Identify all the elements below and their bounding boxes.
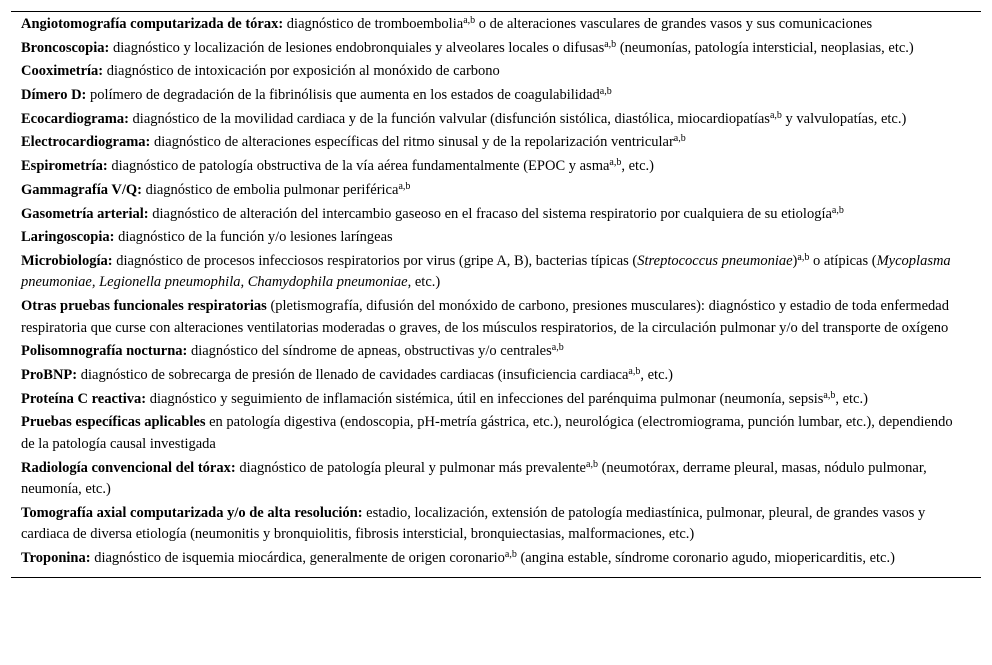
description-text: en patología digestiva (endoscopia, pH-metría gástrica, etc.), neurológica (electromiograma, punción lumbar, etc.), dependiendo de la patología causal investigada [21, 414, 953, 452]
description-text: diagnóstico del síndrome de apneas, obstructivas y/o centrales [187, 343, 552, 360]
table-row [11, 156, 981, 178]
test-name: Radiología convencional del tórax: [21, 459, 236, 476]
test-name: Electrocardiograma: [21, 134, 151, 151]
description-text: diagnóstico de intoxicación por exposición al monóxido de carbono [103, 63, 500, 80]
table-row [11, 61, 981, 83]
test-name: Microbiología: [21, 252, 113, 269]
description-text: y valvulopatías, etc.) [781, 110, 907, 127]
species-name: Mycoplasma pneumoniae, Legionella pneumophila, Chamydophila pneumoniae [21, 252, 951, 291]
table-row [11, 341, 981, 363]
table-row [11, 180, 981, 202]
description-text: , etc.) [835, 390, 868, 407]
description-text: estadio, localización, extensión de patología mediastínica, pulmonar, pleural, de grandes vasos y cardiaca de diversa etiología (neumonitis y bronquiolitis, fibrosis intersticial, bronquiectasias, malformaciones, etc.) [21, 504, 926, 543]
description-text: diagnóstico de sobrecarga de presión de llenado de cavidades cardiacas (insuficiencia cardiaca [77, 366, 629, 383]
description-text: diagnóstico de tromboembolia [283, 16, 464, 32]
description-text: ) [792, 252, 798, 269]
table-row [11, 503, 981, 546]
description-text: o atípicas ( [809, 252, 877, 269]
description-text: polímero de degradación de la fibrinólisis que aumenta en los estados de coagulabilidad [86, 87, 600, 104]
reference-superscript: a,b [504, 548, 517, 560]
description-text: (angina estable, síndrome coronario agudo, miopericarditis, etc.) [516, 549, 895, 566]
description-text: o de alteraciones vasculares de grandes vasos y sus comunicaciones [475, 16, 873, 32]
description-text: diagnóstico de isquemia miocárdica, generalmente de origen coronario [90, 549, 505, 566]
reference-superscript: a,b [463, 15, 476, 26]
table-row [11, 109, 981, 131]
diagnostic-tests-table [11, 11, 981, 578]
test-name: Troponina: [21, 549, 91, 566]
reference-superscript: a,b [586, 458, 598, 470]
description-text: diagnóstico de la movilidad cardiaca y de la función valvular (disfunción sistólica, diastólica, miocardiopatías [128, 110, 770, 127]
test-name: Cooximetría: [21, 63, 104, 80]
description-text: diagnóstico de patología pleural y pulmonar más prevalente [235, 459, 586, 476]
test-name: Gasometría arterial: [21, 205, 149, 222]
table-row [11, 38, 981, 60]
species-name: Streptococcus pneumoniae [637, 252, 793, 269]
table-row [11, 227, 981, 249]
test-name: Otras pruebas funcionales respiratorias [21, 298, 267, 315]
test-name: Tomografía axial computarizada y/o de alta resolución: [21, 504, 363, 521]
description-text: , etc.) [621, 158, 654, 175]
test-name: Polisomnografía nocturna: [21, 343, 188, 360]
table-row [11, 365, 981, 387]
test-name: Laringoscopia: [21, 229, 115, 246]
description-text: diagnóstico y localización de lesiones endobronquiales y alveolares locales o difusas [109, 39, 605, 56]
test-name: Espirometría: [21, 158, 108, 175]
table-row [11, 412, 981, 455]
reference-superscript: a,b [673, 133, 686, 145]
description-text: diagnóstico de alteraciones específicas del ritmo sinusal y de la repolarización ventricular [150, 134, 674, 151]
test-name: Broncoscopia: [21, 39, 110, 56]
entries-list [11, 14, 981, 569]
reference-superscript: a,b [797, 251, 810, 263]
test-name: Pruebas específicas aplicables [21, 414, 206, 431]
table-row [11, 14, 981, 36]
description-text: diagnóstico de procesos infecciosos respiratorios por virus (gripe A, B), bacterias típicas ( [112, 252, 638, 269]
table-row [11, 548, 981, 570]
test-name: Dímero D: [21, 87, 87, 104]
description-text: diagnóstico de alteración del intercambio gaseoso en el fracaso del sistema respiratorio por cualquiera de su etiología [148, 205, 832, 222]
table-row [11, 251, 981, 294]
table-row [11, 296, 981, 339]
description-text: (pletismografía, difusión del monóxido de carbono, presiones musculares): diagnóstico y estadio de toda enfermedad respiratoria que curse con alteraciones ventilatorias moderadas o graves, de los músculos respiratorios, de la circulación pulmonar y/o del transporte de oxígeno [21, 298, 949, 336]
description-text: , etc.) [407, 274, 441, 291]
table-row [11, 389, 981, 411]
table-row [11, 458, 981, 501]
reference-superscript: a,b [604, 38, 617, 50]
reference-superscript: a,b [769, 109, 782, 121]
description-text: , etc.) [640, 366, 673, 383]
reference-superscript: a,b [551, 342, 564, 354]
test-name: Proteína C reactiva: [21, 390, 147, 407]
reference-superscript: a,b [599, 86, 612, 98]
test-name: ProBNP: [21, 366, 78, 383]
reference-superscript: a,b [398, 180, 411, 192]
reference-superscript: a,b [823, 389, 836, 401]
reference-superscript: a,b [628, 365, 641, 377]
table-row [11, 132, 981, 154]
table-row [11, 204, 981, 226]
test-name: Ecocardiograma: [21, 110, 129, 127]
table-row [11, 85, 981, 107]
description-text: diagnóstico de la función y/o lesiones laríngeas [114, 229, 393, 246]
description-text: diagnóstico de embolia pulmonar periférica [141, 181, 399, 198]
test-name: Gammagrafía V/Q: [21, 181, 142, 198]
description-text: (neumonías, patología intersticial, neoplasias, etc.) [616, 39, 914, 56]
test-name: Angiotomografía computarizada de tórax: [21, 16, 284, 32]
description-text: diagnóstico y seguimiento de inflamación sistémica, útil en infecciones del parénquima pulmonar (neumonía, sepsis [146, 390, 824, 407]
description-text: diagnóstico de patología obstructiva de la vía aérea fundamentalmente (EPOC y asma [107, 158, 610, 175]
reference-superscript: a,b [609, 157, 622, 169]
reference-superscript: a,b [831, 204, 844, 216]
description-text: (neumotórax, derrame pleural, masas, nódulo pulmonar, neumonía, etc.) [21, 459, 927, 497]
